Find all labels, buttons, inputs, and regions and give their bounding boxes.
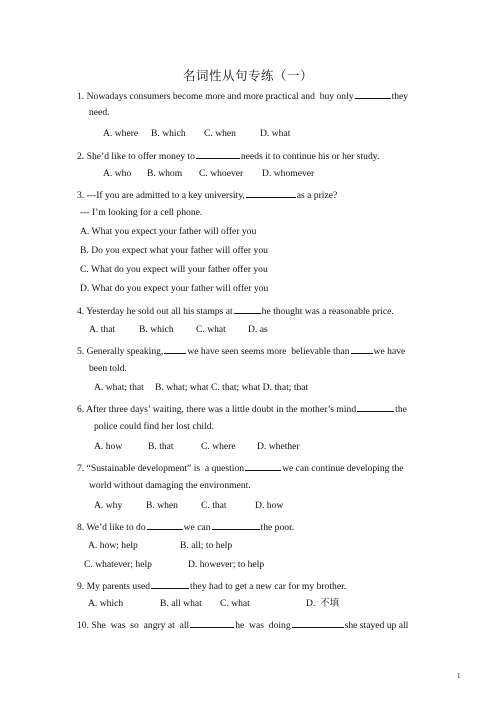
question-7-continuation: world without damaging the environment. xyxy=(89,480,251,491)
option-d[interactable]: D. What do you expect your father will offer you xyxy=(80,283,269,294)
answer-blank[interactable] xyxy=(357,402,394,412)
option-d[interactable]: D. whether xyxy=(257,441,300,452)
question-3-stem: 3. ---If you are admitted to a key university, as a prize? xyxy=(77,190,338,201)
question-6-continuation: police could find her lost child. xyxy=(94,421,214,432)
option-b[interactable]: B. which xyxy=(139,324,174,335)
option-c[interactable]: C. when xyxy=(204,128,236,139)
option-b[interactable]: B. that xyxy=(148,441,174,452)
question-6-options xyxy=(94,441,300,453)
option-b[interactable]: B. all what xyxy=(160,598,202,609)
option-d[interactable]: D. however; to help xyxy=(188,559,265,570)
option-c[interactable]: C. that xyxy=(201,500,227,511)
question-9-options xyxy=(88,598,339,610)
option-d[interactable]: D. how xyxy=(255,500,284,511)
option-a[interactable]: A. where xyxy=(103,128,139,139)
answer-blank[interactable] xyxy=(164,344,186,354)
option-b[interactable]: B. all; to help xyxy=(180,540,233,551)
answer-blank[interactable] xyxy=(245,461,281,471)
option-c[interactable]: C. what xyxy=(220,598,250,609)
answer-blank[interactable] xyxy=(190,618,234,628)
question-3-reply: --- I’m looking for a cell phone. xyxy=(80,207,203,218)
option-c[interactable]: C. what xyxy=(196,324,226,335)
option-b[interactable]: B. Do you expect what your father will offer you xyxy=(80,245,268,256)
question-8-options xyxy=(88,540,232,552)
question-9-stem: 9. My parents used they had to get a new car for my brother. xyxy=(77,581,347,592)
option-a[interactable]: A. why xyxy=(94,500,123,511)
option-d[interactable]: D. whomever xyxy=(262,168,315,179)
page-number: 1 xyxy=(457,672,461,680)
option-a[interactable]: A. What you expect your father will offer you xyxy=(80,226,257,237)
answer-blank[interactable] xyxy=(196,149,240,159)
answer-blank[interactable] xyxy=(246,188,296,198)
option-c[interactable]: C. whatever; help xyxy=(84,559,152,570)
answer-blank[interactable] xyxy=(147,520,183,530)
option-a[interactable]: A. how xyxy=(94,441,123,452)
question-8-options-row2 xyxy=(84,559,264,571)
option-d[interactable]: D. as xyxy=(248,324,268,335)
answer-blank[interactable] xyxy=(212,520,260,530)
answer-blank[interactable] xyxy=(234,304,261,314)
question-5-continuation: been told. xyxy=(89,363,127,374)
question-8-stem: 8. We’d like to do we can the poor. xyxy=(77,522,295,533)
option-a[interactable]: A. how; help xyxy=(88,540,138,551)
answer-blank[interactable] xyxy=(351,344,373,354)
question-1-stem: 1. Nowadays consumers become more and more practical and buy only they xyxy=(77,91,409,102)
answer-blank[interactable] xyxy=(292,618,344,628)
question-7-options xyxy=(94,500,283,512)
option-a[interactable]: A. which xyxy=(88,598,124,609)
option-d[interactable]: D. 不填 xyxy=(306,598,340,609)
question-5-options xyxy=(94,382,308,394)
question-7-stem: 7. “Sustainable development” is a question we can continue developing the xyxy=(77,463,404,474)
option-b[interactable]: B. whom xyxy=(147,168,183,179)
option-b[interactable]: B. which xyxy=(151,128,186,139)
question-4-stem: 4. Yesterday he sold out all his stamps at he thought was a reasonable price. xyxy=(77,306,394,317)
option-b[interactable]: B. when xyxy=(146,500,178,511)
question-6-stem: 6. After three days’ waiting, there was a little doubt in the mother’s mind the xyxy=(77,404,407,415)
question-4-options xyxy=(89,324,268,336)
question-1-continuation: need. xyxy=(89,107,110,118)
question-2-stem: 2. She’d like to offer money to needs it to continue his or her study. xyxy=(77,151,380,162)
question-5-stem: 5. Generally speaking, we have seen seems more believable than we have xyxy=(77,346,406,357)
question-1-options xyxy=(103,128,290,140)
answer-blank[interactable] xyxy=(355,89,391,99)
option-c[interactable]: C. whoever xyxy=(199,168,244,179)
answer-blank[interactable] xyxy=(151,579,189,589)
option-a[interactable]: A. what; that xyxy=(94,382,144,393)
option-bcd[interactable]: B. what; what C. that; what D. that; that xyxy=(155,382,309,393)
page-title: 名词性从句专练（一） xyxy=(182,68,313,83)
option-c[interactable]: C. What do you expect will your father offer you xyxy=(80,264,268,275)
option-c[interactable]: C. where xyxy=(201,441,236,452)
option-d[interactable]: D. what xyxy=(260,128,291,139)
option-a[interactable]: A. that xyxy=(89,324,116,335)
option-a[interactable]: A. who xyxy=(103,168,132,179)
question-10-stem: 10. She was so angry at all he was doing she stayed up all xyxy=(77,620,409,631)
question-2-options xyxy=(103,168,314,180)
